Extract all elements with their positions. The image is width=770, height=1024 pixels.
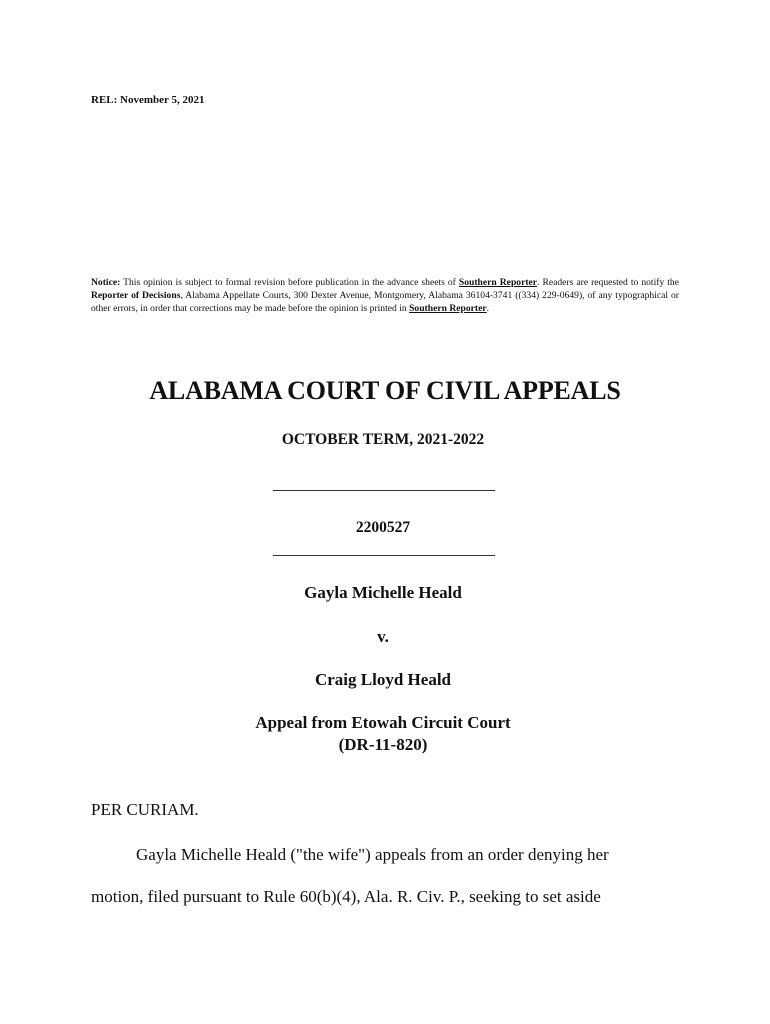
court-name: ALABAMA COURT OF CIVIL APPEALS [149,376,621,405]
southern-reporter-ref-1: Southern Reporter [458,277,538,288]
docket-number: 2200527 [355,519,411,536]
opinion-line-1: Gayla Michelle Heald ("the wife") appeals from an order denying her [136,845,609,864]
notice-paragraph [91,276,679,316]
notice-label: Notice: [91,277,121,288]
notice-text-3: , Alabama Appellate Courts, 300 Dexter Avenue, Montgomery, Alabama 36104-3741 ((334) 229-0649), of any typographical or other errors, in order that corrections may be made before the opinion is printed in [91,290,680,315]
per-curiam-heading: PER CURIAM. [91,800,199,819]
lower-court-case-number: (DR-11-820) [338,735,428,754]
reporter-of-decisions: Reporter of Decisions [91,290,181,302]
court-term: OCTOBER TERM, 2021-2022 [281,431,485,448]
appeal-from: Appeal from Etowah Circuit Court [255,713,511,732]
release-date: REL: November 5, 2021 [91,94,205,106]
notice-text-2: . Readers are requested to notify the [537,277,679,288]
southern-reporter-ref-2: Southern Reporter [409,303,487,315]
appellee-name: Craig Lloyd Heald [314,670,451,689]
notice-text-1: This opinion is subject to formal revision before publication in the advance sheets of [120,277,459,288]
divider-bottom [273,555,495,556]
divider-top [273,490,495,491]
opinion-line-2: motion, filed pursuant to Rule 60(b)(4), Ala. R. Civ. P., seeking to set aside [91,887,601,906]
appellant-name: Gayla Michelle Heald [304,583,462,602]
versus: v. [377,627,389,646]
notice-text-4: . [486,303,490,315]
